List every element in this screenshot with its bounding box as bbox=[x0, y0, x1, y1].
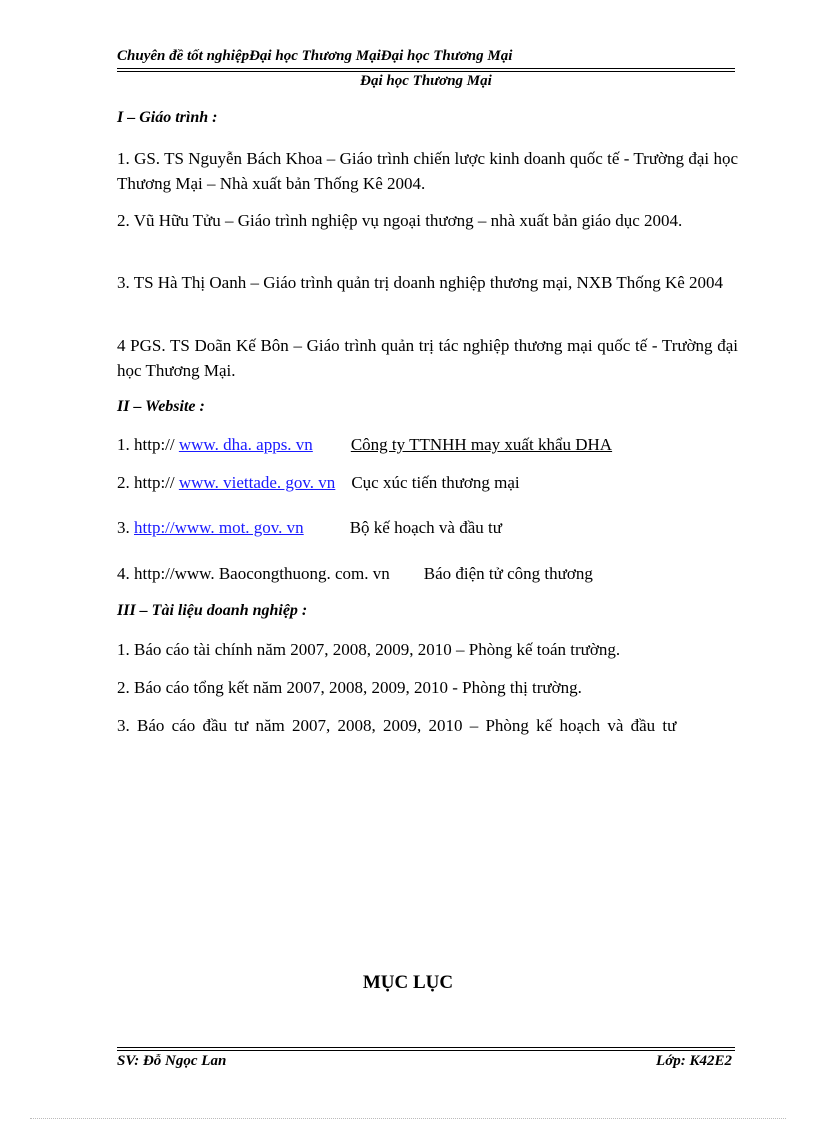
website-description: Báo điện tử công thương bbox=[423, 564, 593, 583]
website-prefix: 2. http:// bbox=[117, 473, 179, 492]
website-item bbox=[117, 564, 593, 584]
website-link[interactable]: www. viettade. gov. vn bbox=[178, 473, 336, 492]
website-description: Cục xúc tiến thương mại bbox=[351, 473, 520, 492]
company-doc-item: 2. Báo cáo tổng kết năm 2007, 2008, 2009, 2010 - Phòng thị trường. bbox=[117, 678, 582, 697]
textbook-item: 4 PGS. TS Doãn Kế Bôn – Giáo trình quản trị tác nghiệp thương mại quốc tế - Trường đại học Thương Mại. bbox=[117, 336, 738, 380]
footer-student: SV: Đỗ Ngọc Lan bbox=[117, 1053, 227, 1069]
website-item bbox=[117, 518, 502, 538]
website-link[interactable]: www. dha. apps. vn bbox=[178, 435, 313, 454]
website-item bbox=[117, 435, 612, 455]
website-description: Bộ kế hoạch và đầu tư bbox=[349, 518, 502, 537]
textbook-item: 1. GS. TS Nguyễn Bách Khoa – Giáo trình chiến lược kinh doanh quốc tế - Trường đại học Thương Mại – Nhà xuất bản Thống Kê 2004. bbox=[117, 149, 738, 193]
website-item bbox=[117, 473, 520, 493]
textbook-item: 2. Vũ Hữu Tửu – Giáo trình nghiệp vụ ngoại thương – nhà xuất bản giáo dục 2004. bbox=[117, 211, 683, 230]
section-heading-websites: II – Website : bbox=[117, 398, 205, 415]
header-rule-double bbox=[117, 71, 735, 72]
section-heading-textbooks: I – Giáo trình : bbox=[117, 109, 218, 126]
footer-rule-double bbox=[117, 1050, 735, 1051]
textbook-item: 3. TS Hà Thị Oanh – Giáo trình quản trị doanh nghiệp thương mại, NXB Thống Kê 2004 bbox=[117, 273, 724, 292]
website-prefix: 3. bbox=[117, 518, 134, 537]
company-doc-item: 3. Báo cáo đầu tư năm 2007, 2008, 2009, 2010 – Phòng kế hoạch và đầu tư bbox=[117, 716, 677, 735]
company-doc-item: 1. Báo cáo tài chính năm 2007, 2008, 2009, 2010 – Phòng kế toán trường. bbox=[117, 640, 621, 659]
header-rule bbox=[117, 68, 735, 69]
header-title: Chuyên đề tốt nghiệpĐại học Thương MạiĐại học Thương Mại bbox=[117, 48, 513, 64]
toc-title: MỤC LỤC bbox=[362, 972, 454, 993]
website-prefix: 1. http:// bbox=[117, 435, 179, 454]
page-edge-divider bbox=[30, 1118, 786, 1119]
website-prefix: 4. http://www. Baocongthuong. com. vn bbox=[117, 564, 390, 583]
website-description: Công ty TTNHH may xuất khẩu DHA bbox=[350, 435, 613, 454]
footer-rule bbox=[117, 1047, 735, 1048]
section-heading-company-docs: III – Tài liệu doanh nghiệp : bbox=[117, 602, 308, 619]
footer-class: Lớp: K42E2 bbox=[656, 1053, 732, 1069]
header-subtitle: Đại học Thương Mại bbox=[360, 73, 492, 89]
website-link[interactable]: http://www. mot. gov. vn bbox=[134, 518, 304, 537]
